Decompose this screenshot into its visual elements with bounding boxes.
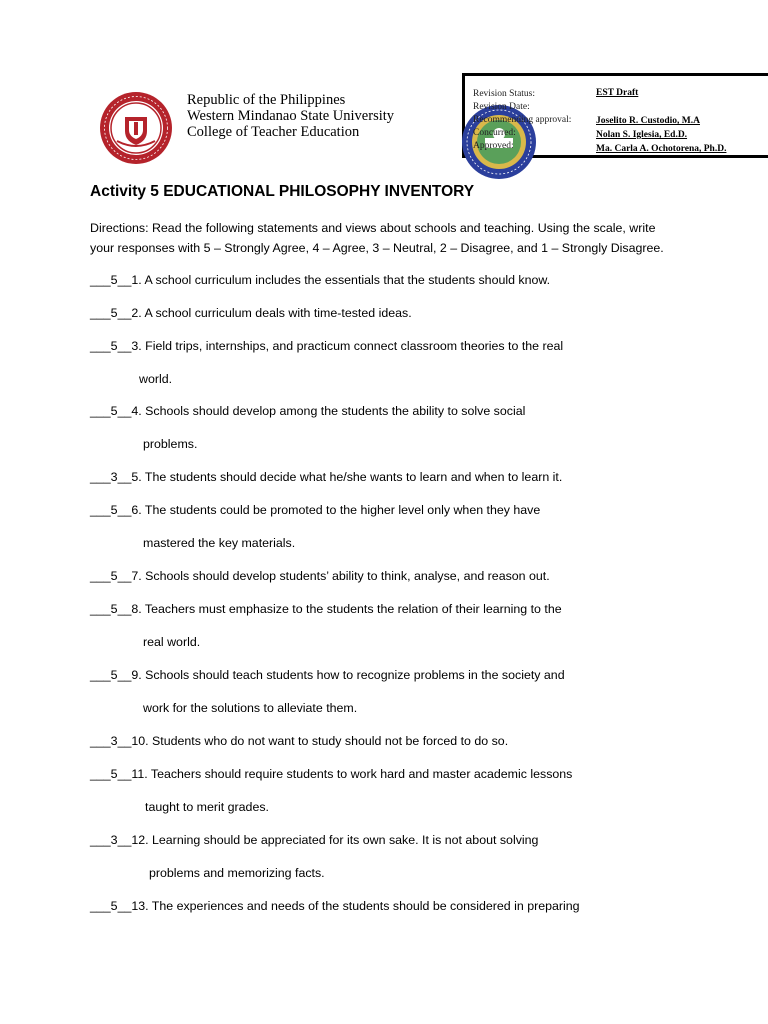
inventory-item-12-continuation: problems and memorizing facts. <box>149 866 325 880</box>
inventory-item-4: ___5__4. Schools should develop among the students the ability to solve social <box>90 404 526 418</box>
inventory-item-9: ___5__9. Schools should teach students how to recognize problems in the society and <box>90 668 565 682</box>
activity-title: Activity 5 EDUCATIONAL PHILOSOPHY INVENTORY <box>90 183 475 200</box>
header-line-college: College of Teacher Education <box>187 124 360 140</box>
status-value-recommending: Joselito R. Custodio, M.A <box>596 116 700 126</box>
inventory-item-3-continuation: world. <box>139 372 173 386</box>
status-labels <box>473 88 571 153</box>
inventory-item-12: ___3__12. Learning should be appreciated for its own sake. It is not about solving <box>90 833 539 847</box>
status-value-concurred: Nolan S. Iglesia, Ed.D. <box>596 130 688 140</box>
status-values <box>596 86 726 156</box>
status-value-approved: Ma. Carla A. Ochotorena, Ph.D. <box>596 144 727 154</box>
status-label: Concurred: <box>473 128 516 138</box>
inventory-item-8-continuation: real world. <box>143 635 201 649</box>
inventory-item-4-continuation: problems. <box>143 437 198 451</box>
inventory-item-2: ___5__2. A school curriculum deals with time-tested ideas. <box>90 306 412 320</box>
inventory-item-6-continuation: mastered the key materials. <box>143 536 296 550</box>
directions-line-2: your responses with 5 – Strongly Agree, 4 – Agree, 3 – Neutral, 2 – Disagree, and 1 – Strongly Disagree. <box>90 241 664 255</box>
inventory-item-11: ___5__11. Teachers should require students to work hard and master academic lessons <box>90 767 573 781</box>
header-line-university: Western Mindanao State University <box>187 108 395 124</box>
university-seal-logo <box>99 91 173 165</box>
status-label: Revision Date: <box>473 102 530 112</box>
header-line-republic: Republic of the Philippines <box>187 92 346 108</box>
institution-header <box>187 92 394 140</box>
inventory-item-10: ___3__10. Students who do not want to study should not be forced to do so. <box>90 734 509 748</box>
status-value-draft: EST Draft <box>596 88 639 98</box>
inventory-item-9-continuation: work for the solutions to alleviate them. <box>143 701 358 715</box>
inventory-item-5: ___3__5. The students should decide what he/she wants to learn and when to learn it. <box>90 470 563 484</box>
status-label: Recommending approval: <box>473 115 572 125</box>
inventory-item-8: ___5__8. Teachers must emphasize to the students the relation of their learning to the <box>90 602 562 616</box>
inventory-item-7: ___5__7. Schools should develop students’ ability to think, analyse, and reason out. <box>90 569 550 583</box>
inventory-item-6: ___5__6. The students could be promoted to the higher level only when they have <box>90 503 541 517</box>
inventory-item-11-continuation: taught to merit grades. <box>145 800 269 814</box>
status-label: Approved: <box>473 141 514 151</box>
inventory-item-1: ___5__1. A school curriculum includes the essentials that the students should know. <box>90 273 551 287</box>
directions-line-1: Directions: Read the following statements and views about schools and teaching. Using the scale, write <box>90 221 656 235</box>
inventory-item-13: ___5__13. The experiences and needs of the students should be considered in preparing <box>90 899 580 913</box>
inventory-item-3: ___5__3. Field trips, internships, and practicum connect classroom theories to the real <box>90 339 564 353</box>
revision-status-box <box>462 73 768 158</box>
directions <box>90 218 710 258</box>
status-label: Revision Status: <box>473 89 536 99</box>
